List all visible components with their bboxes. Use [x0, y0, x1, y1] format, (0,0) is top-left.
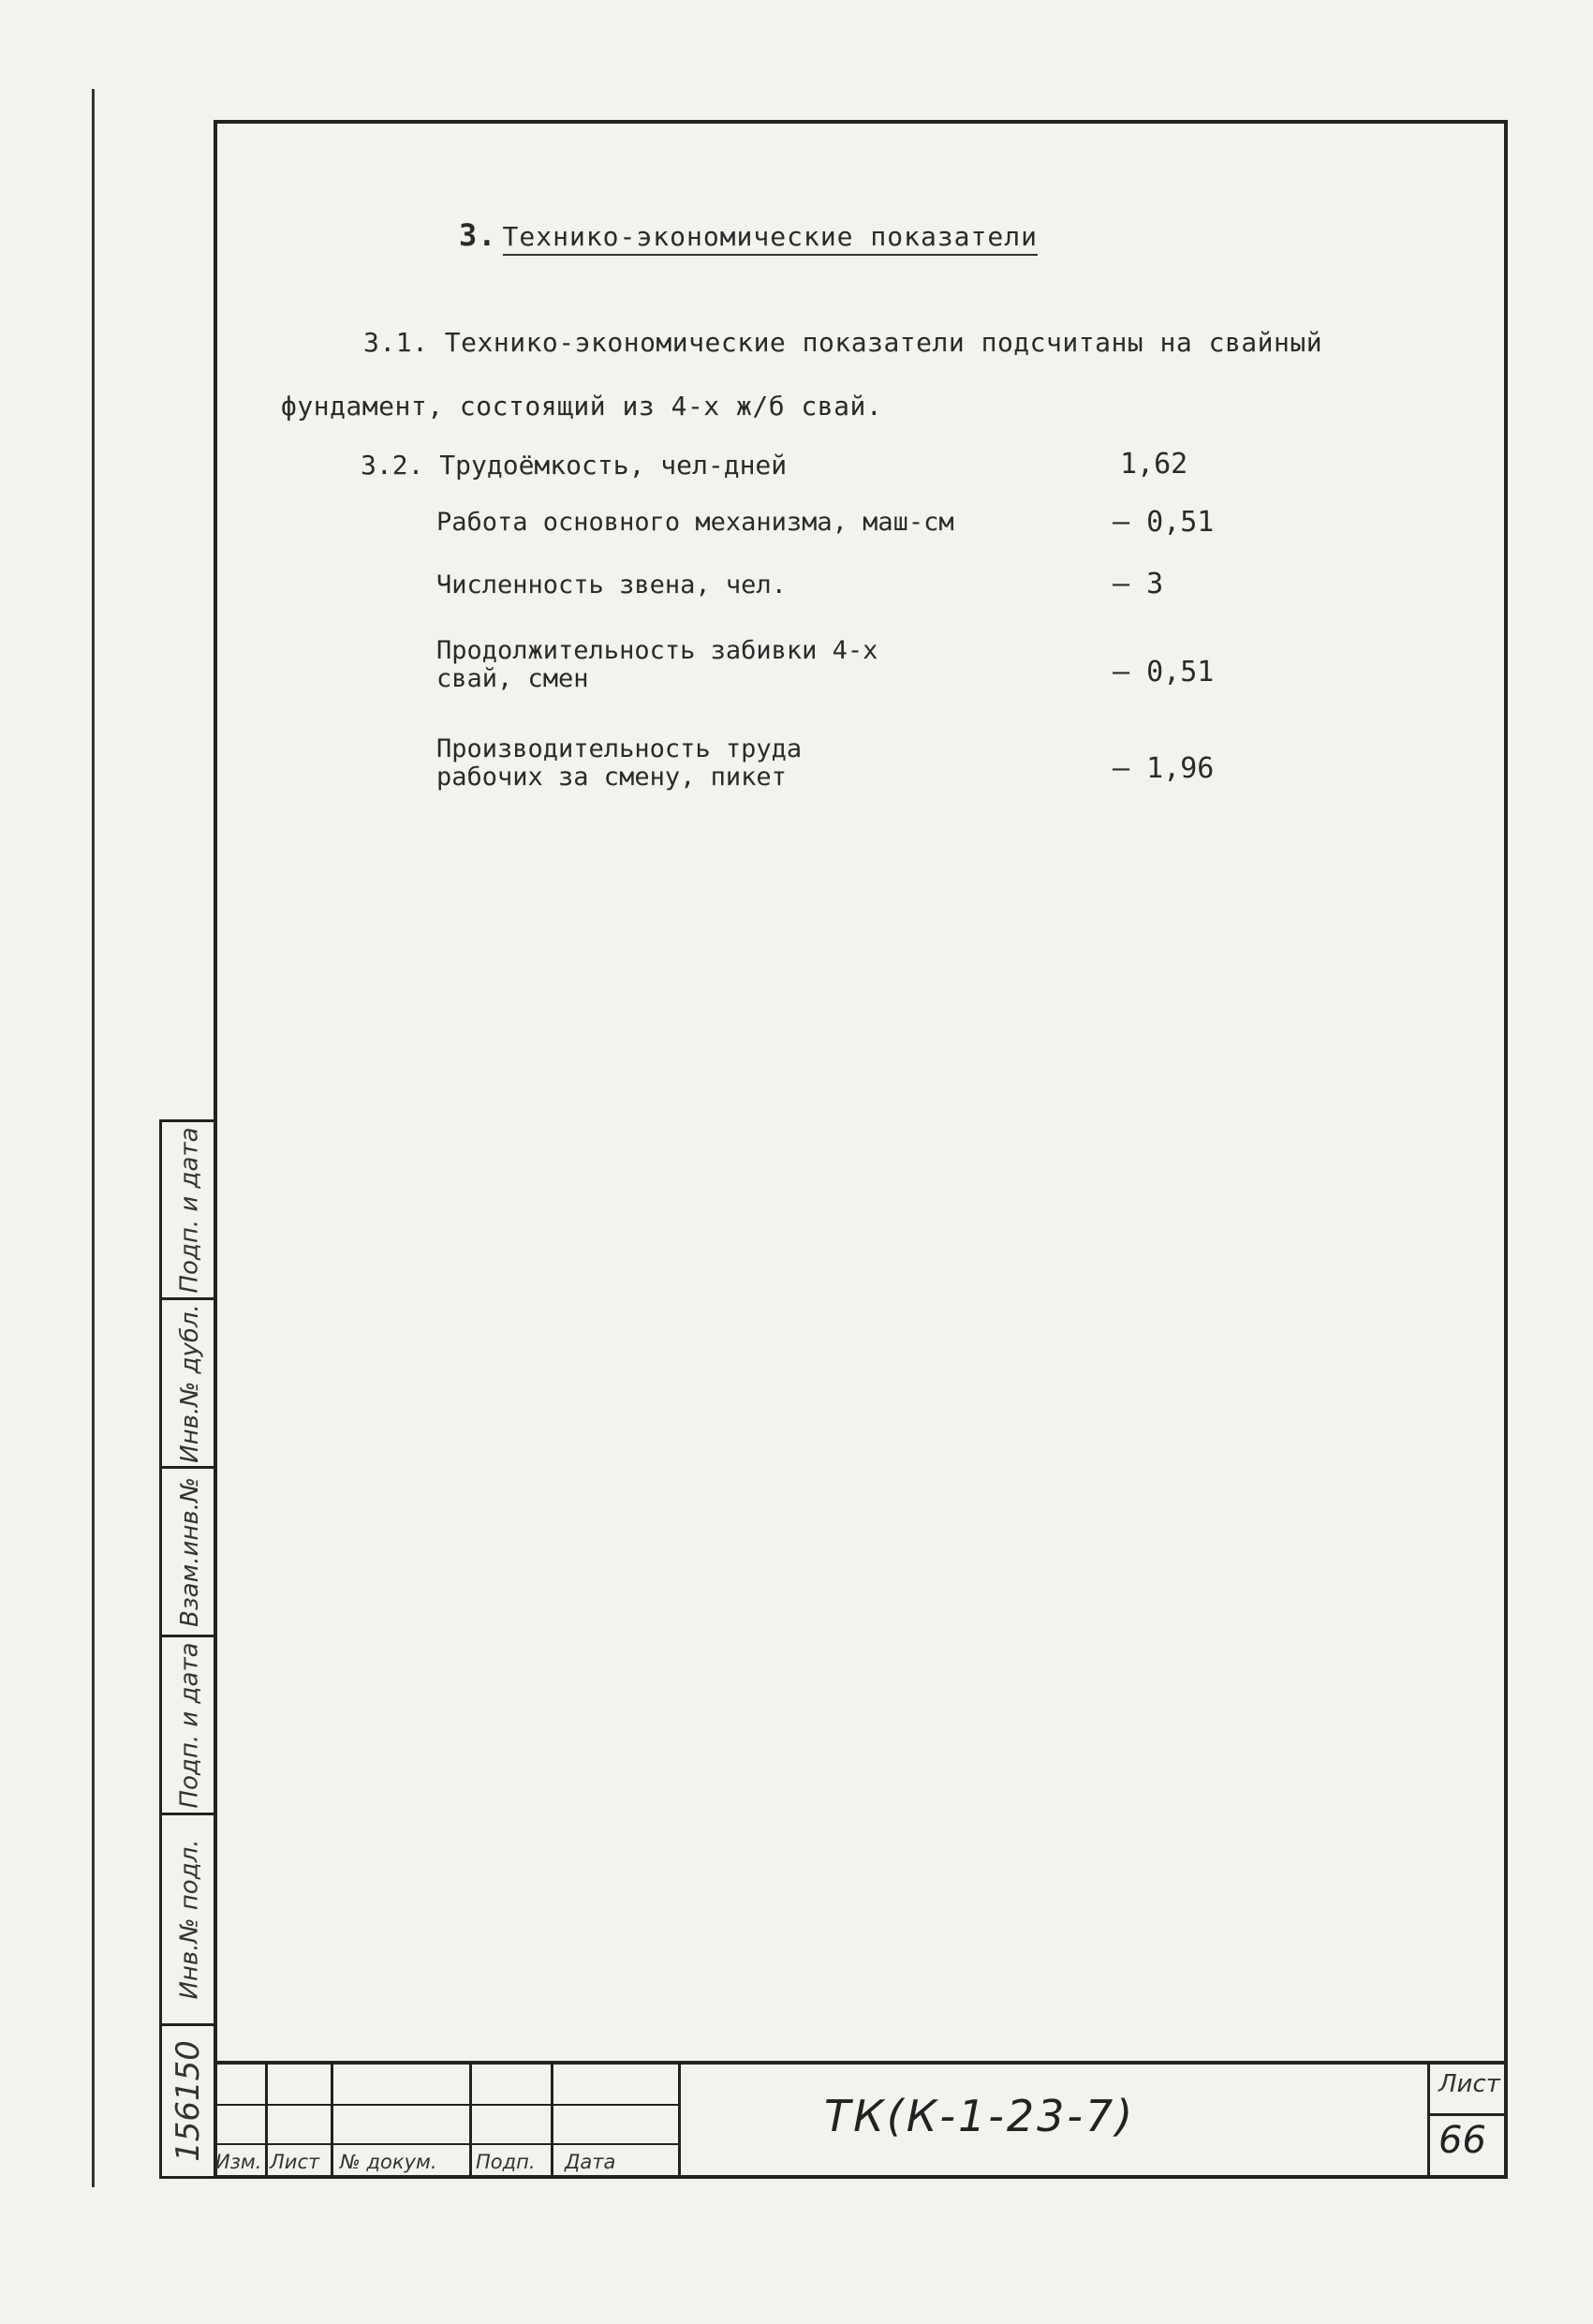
- row-label-machine: Работа основного механизма, маш-см: [436, 508, 954, 537]
- side-cell-dup-inv: Инв.№ дубл.: [162, 1300, 217, 1469]
- row-value-crew: – 3: [1113, 568, 1164, 600]
- section-number: 3.: [459, 217, 497, 253]
- row-value-duration: – 0,51: [1113, 656, 1215, 688]
- para-3-2-value: 1,62: [1120, 448, 1188, 481]
- inventory-number: 156150: [170, 2040, 208, 2162]
- caption-signature: Подп.: [476, 2151, 536, 2173]
- side-stamp: [159, 1119, 217, 2179]
- caption-date: Дата: [565, 2151, 616, 2173]
- side-cell-replace-inv: Взам.инв.№: [162, 1469, 217, 1637]
- row-label-productivity: Производительность труда рабочих за смену, пикет: [436, 734, 803, 792]
- section-title: Технико-экономические показатели: [503, 221, 1038, 256]
- caption-sheet: Лист: [270, 2151, 320, 2173]
- caption-change: Изм.: [215, 2151, 262, 2173]
- title-block-grid: [214, 2065, 678, 2179]
- row-label-duration: Продолжительность забивки 4-х свай, смен: [436, 636, 878, 693]
- row-label-crew: Численность звена, чел.: [436, 570, 787, 600]
- row-value-productivity: – 1,96: [1113, 752, 1215, 785]
- paragraph-3-1: 3.1. Технико-экономические показатели подсчитаны на свайный фундамент, состоящий из 4-х ж/б свай.: [281, 327, 1323, 422]
- section-heading: [459, 217, 1038, 253]
- para-3-2-label: 3.2. Трудоёмкость, чел-дней: [361, 450, 788, 481]
- sheet-label: Лист: [1438, 2070, 1500, 2098]
- side-cell-sign-date-2: Подп. и дата: [162, 1637, 217, 1815]
- side-cell-orig-inv: Инв.№ подл.: [162, 1815, 217, 2026]
- sheet-number: 66: [1438, 2119, 1486, 2162]
- margin-line: [92, 89, 95, 2187]
- side-cell-sign-date-1: Подп. и дата: [162, 1122, 217, 1300]
- row-value-machine: – 0,51: [1113, 506, 1215, 539]
- caption-doc-no: № докум.: [340, 2151, 437, 2173]
- document-code: ТК(К-1-23-7): [824, 2091, 1136, 2141]
